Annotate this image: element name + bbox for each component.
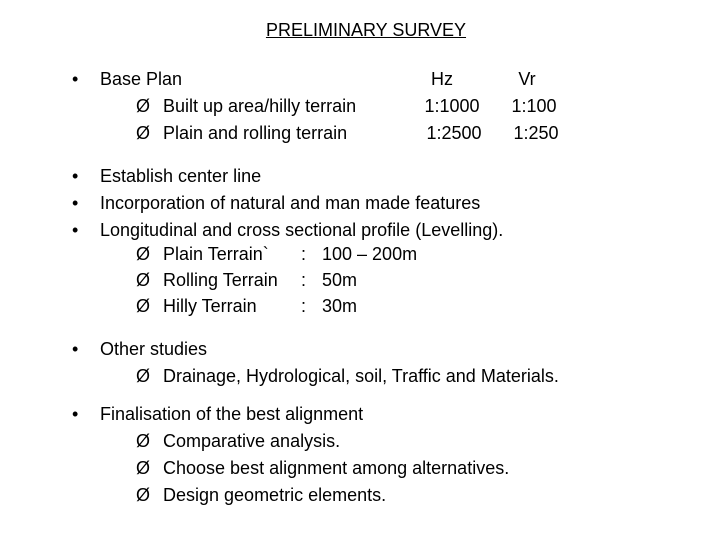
base-plan-row-vr: 1:100	[511, 96, 557, 116]
terrain-label: Hilly Terrain	[163, 296, 257, 316]
other-studies-label: Other studies	[100, 339, 208, 359]
bullet: •	[72, 220, 79, 240]
bullet: •	[72, 69, 79, 89]
bullet: •	[72, 404, 79, 424]
base-plan-row-hz: 1:1000	[424, 96, 480, 116]
terrain-label: Rolling Terrain	[163, 270, 278, 290]
base-plan-label: Base Plan	[100, 69, 183, 89]
base-plan-row-vr: 1:250	[513, 123, 559, 143]
arrow-bullet: Ø	[136, 270, 151, 290]
bullet: •	[72, 166, 79, 186]
bullet: •	[72, 339, 79, 359]
terrain-value: 100 – 200m	[322, 244, 418, 264]
list-item: Longitudinal and cross sectional profile (Levelling).	[100, 220, 504, 240]
base-plan-row-hz: 1:2500	[426, 123, 482, 143]
finalisation-item: Choose best alignment among alternatives.	[163, 458, 510, 478]
terrain-label: Plain Terrain`	[163, 244, 269, 264]
terrain-value: 50m	[322, 270, 358, 290]
list-item: Establish center line	[100, 166, 262, 186]
vr-header: Vr	[518, 69, 536, 89]
arrow-bullet: Ø	[136, 296, 151, 316]
list-item: Incorporation of natural and man made features	[100, 193, 481, 213]
arrow-bullet: Ø	[136, 96, 151, 116]
page-title: PRELIMINARY SURVEY	[265, 20, 467, 40]
arrow-bullet: Ø	[136, 244, 151, 264]
finalisation-item: Comparative analysis.	[163, 431, 341, 451]
finalisation-item: Design geometric elements.	[163, 485, 387, 505]
terrain-value: 30m	[322, 296, 358, 316]
hz-header: Hz	[431, 69, 453, 89]
base-plan-row-label: Built up area/hilly terrain	[163, 96, 357, 116]
terrain-separator: :	[301, 244, 307, 264]
terrain-separator: :	[301, 296, 307, 316]
arrow-bullet: Ø	[136, 431, 151, 451]
base-plan-row-label: Plain and rolling terrain	[163, 123, 348, 143]
arrow-bullet: Ø	[136, 123, 151, 143]
terrain-separator: :	[301, 270, 307, 290]
bullet: •	[72, 193, 79, 213]
arrow-bullet: Ø	[136, 366, 151, 386]
other-studies-item: Drainage, Hydrological, soil, Traffic and Materials.	[163, 366, 559, 386]
arrow-bullet: Ø	[136, 458, 151, 478]
arrow-bullet: Ø	[136, 485, 151, 505]
finalisation-label: Finalisation of the best alignment	[100, 404, 364, 424]
